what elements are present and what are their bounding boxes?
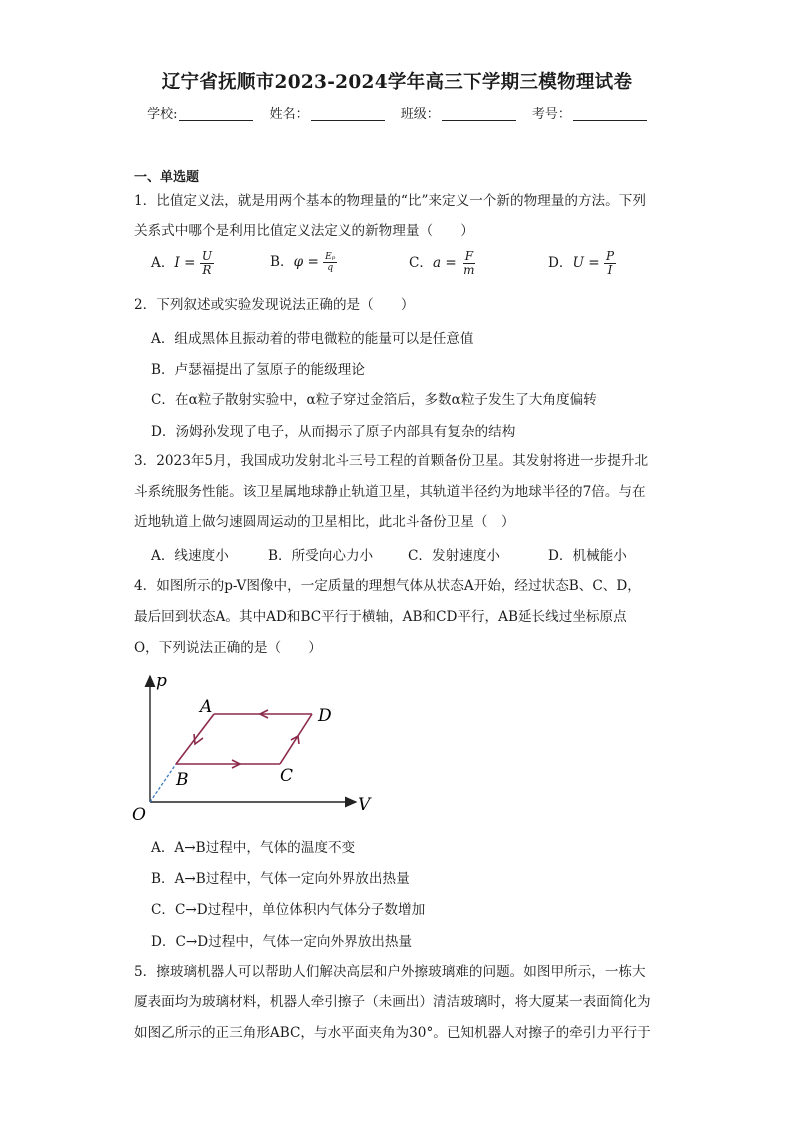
q4-stem-line3: O，下列说法正确的是（ ）	[134, 640, 322, 656]
q3-stem-line2: 斗系统服务性能。该卫星属地球静止轨道卫星，其轨道半径约为地球半径的7倍。与在	[134, 484, 646, 500]
q1-option-a[interactable]: A．I = $\frac{U}{R}$	[151, 249, 212, 277]
q3-option-a[interactable]: A．线速度小	[151, 548, 229, 564]
section-heading: 一、单选题	[134, 170, 200, 185]
exam-no-label: 考号：	[531, 107, 571, 122]
q2-option-c[interactable]: C．在α粒子散射实验中，α粒子穿过金箔后，多数α粒子发生了大角度偏转	[151, 392, 597, 408]
q2-option-a[interactable]: A．组成黑体且振动着的带电微粒的能量可以是任意值	[151, 331, 474, 347]
q3-stem-line3: 近地轨道上做匀速圆周运动的卫星相比，此北斗备份卫星（ ）	[134, 514, 515, 530]
q1-stem-line1: 1．比值定义法，就是用两个基本的物理量的“比”来定义一个新的物理量的方法。下列	[134, 193, 646, 209]
q1-option-b[interactable]: B．φ = $\frac{\text{Eₚ}}{q}$	[270, 252, 336, 273]
q5-stem-line3: 如图乙所示的正三角形ABC，与水平面夹角为30°。已知机器人对擦子的牵引力平行于	[134, 1025, 651, 1041]
y-axis-label: p	[156, 671, 167, 691]
q4-stem-line1: 4．如图所示的p-V图像中，一定质量的理想气体从状态A开始，经过状态B、C、D，	[134, 578, 641, 594]
origin-label: O	[132, 805, 146, 825]
point-b-label: B	[176, 770, 189, 790]
q2-stem: 2．下列叙述或实验发现说法正确的是（ ）	[134, 297, 415, 313]
exam-no-field[interactable]	[573, 106, 647, 121]
q1-option-c[interactable]: C．a = $\frac{F}{m}$	[409, 249, 475, 277]
class-field[interactable]	[442, 106, 516, 121]
q2-option-b[interactable]: B．卢瑟福提出了氢原子的能级理论	[151, 362, 365, 378]
name-label: 姓名：	[269, 107, 309, 122]
q3-option-d[interactable]: D．机械能小	[548, 548, 627, 564]
class-label: 班级：	[400, 107, 440, 122]
segment-cd	[280, 714, 312, 764]
q4-option-a[interactable]: A．A→B过程中，气体的温度不变	[151, 840, 356, 856]
q3-option-b[interactable]: B．所受向心力小	[268, 548, 374, 564]
q4-option-d[interactable]: D．C→D过程中，气体一定向外界放出热量	[151, 934, 413, 950]
point-d-label: D	[318, 706, 332, 726]
pv-diagram	[128, 668, 388, 828]
q4-stem-line2: 最后回到状态A。其中AD和BC平行于横轴，AB和CD平行，AB延长线过坐标原点	[134, 609, 627, 625]
q4-option-c[interactable]: C．C→D过程中，单位体积内气体分子数增加	[151, 902, 426, 918]
q5-stem-line2: 厦表面均为玻璃材料，机器人牵引擦子（未画出）清洁玻璃时，将大厦某一表面简化为	[134, 994, 651, 1010]
page-title: 辽宁省抚顺市2023-2024学年高三下学期三模物理试卷	[161, 72, 633, 93]
point-a-label: A	[200, 697, 213, 717]
q5-stem-line1: 5．擦玻璃机器人可以帮助人们解决高层和户外擦玻璃难的问题。如图甲所示，一栋大	[134, 964, 646, 980]
name-field[interactable]	[311, 106, 385, 121]
school-field[interactable]	[179, 106, 253, 121]
q3-stem-line1: 3．2023年5月，我国成功发射北斗三号工程的首颗备份卫星。其发射将进一步提升北	[134, 453, 649, 469]
q4-option-b[interactable]: B．A→B过程中，气体一定向外界放出热量	[151, 871, 410, 887]
q2-option-d[interactable]: D．汤姆孙发现了电子，从而揭示了原子内部具有复杂的结构	[151, 424, 516, 440]
school-label: 学校:	[147, 107, 178, 122]
x-axis-label: V	[358, 795, 371, 815]
student-info	[0, 103, 794, 122]
q3-option-c[interactable]: C．发射速度小	[408, 548, 500, 564]
ab-extension-dashed	[150, 764, 176, 802]
q1-stem-line2: 关系式中哪个是利用比值定义法定义的新物理量（ ）	[134, 223, 474, 239]
q1-option-d[interactable]: D．U = $\frac{P}{I}$	[548, 249, 615, 277]
point-c-label: C	[280, 766, 294, 786]
